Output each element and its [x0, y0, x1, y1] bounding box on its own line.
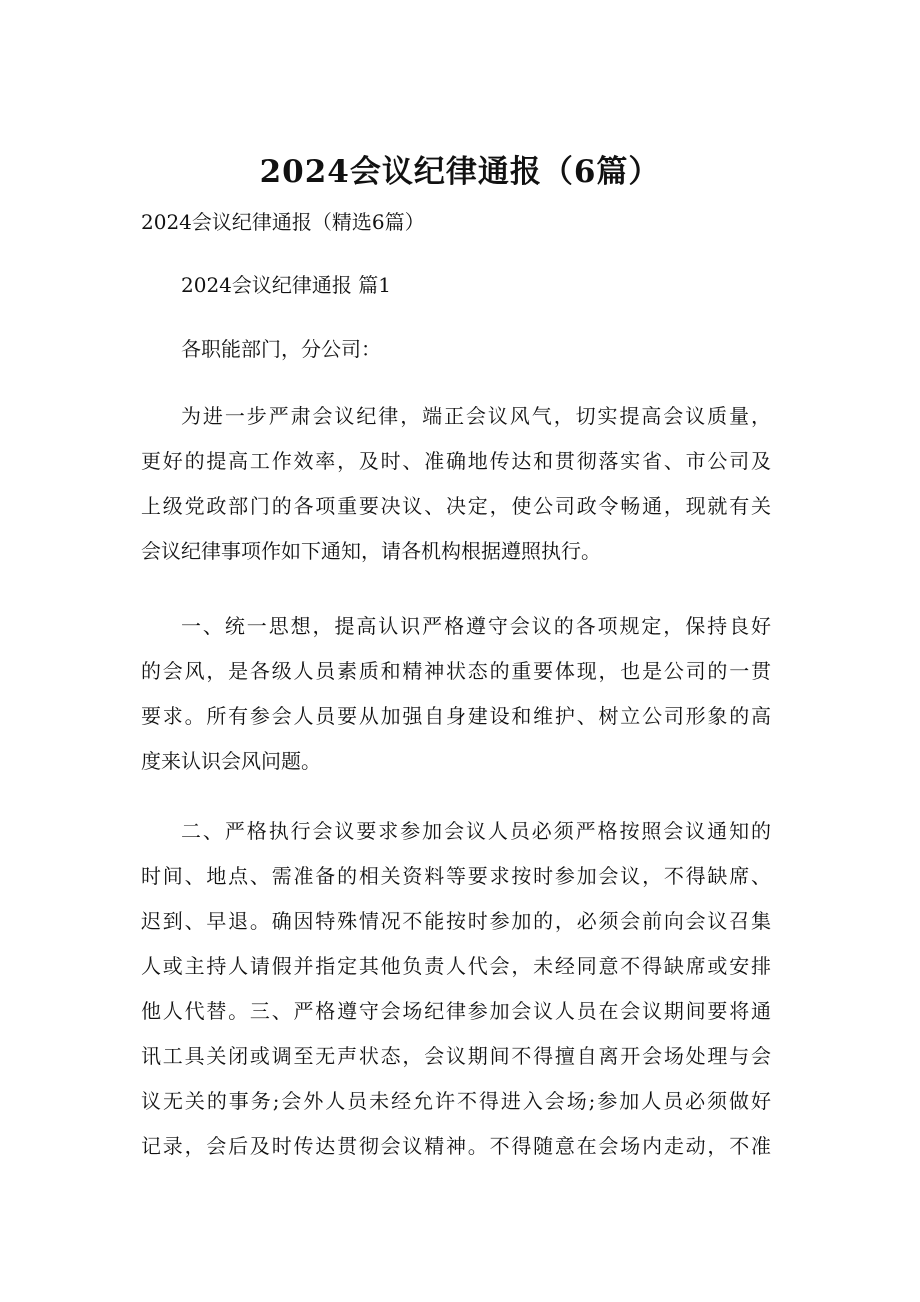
- paragraph-3: [141, 809, 771, 1169]
- paragraph-line: 议无关的事务;会外人员未经允许不得进入会场;参加人员必须做好: [141, 1089, 771, 1113]
- section-heading: 2024会议纪律通报 篇1: [181, 273, 391, 297]
- paragraph-line: 更好的提高工作效率，及时、准确地传达和贯彻落实省、市公司及: [141, 449, 771, 473]
- paragraph-line: 二、严格执行会议要求参加会议人员必须严格按照会议通知的: [181, 819, 771, 843]
- paragraph-line: 会议纪律事项作如下通知，请各机构根据遵照执行。: [141, 539, 601, 563]
- paragraph-line: 讯工具关闭或调至无声状态，会议期间不得擅自离开会场处理与会: [141, 1044, 771, 1068]
- paragraph-line: 度来认识会风问题。: [141, 749, 321, 773]
- paragraph-line: 他人代替。三、严格遵守会场纪律参加会议人员在会议期间要将通: [141, 999, 771, 1023]
- paragraph-line: 为进一步严肃会议纪律，端正会议风气，切实提高会议质量，: [181, 404, 771, 428]
- paragraph-line: 的会风，是各级人员素质和精神状态的重要体现，也是公司的一贯: [141, 659, 771, 683]
- salutation: 各职能部门，分公司：: [181, 337, 381, 361]
- paragraph-line: 一、统一思想，提高认识严格遵守会议的各项规定，保持良好: [181, 614, 771, 638]
- paragraph-line: 人或主持人请假并指定其他负责人代会，未经同意不得缺席或安排: [141, 954, 771, 978]
- document-title: 2024会议纪律通报（6篇）: [259, 154, 661, 190]
- paragraph-line: 记录，会后及时传达贯彻会议精神。不得随意在会场内走动，不准: [141, 1134, 771, 1158]
- paragraph-line: 要求。所有参会人员要从加强自身建设和维护、树立公司形象的高: [141, 704, 771, 728]
- paragraph-1: [141, 394, 771, 574]
- paragraph-line: 时间、地点、需准备的相关资料等要求按时参加会议，不得缺席、: [141, 864, 771, 888]
- document-subtitle: 2024会议纪律通报（精选6篇）: [141, 210, 425, 234]
- paragraph-2: [141, 604, 771, 784]
- paragraph-line: 迟到、早退。确因特殊情况不能按时参加的，必须会前向会议召集: [141, 909, 771, 933]
- paragraph-line: 上级党政部门的各项重要决议、决定，使公司政令畅通，现就有关: [141, 494, 771, 518]
